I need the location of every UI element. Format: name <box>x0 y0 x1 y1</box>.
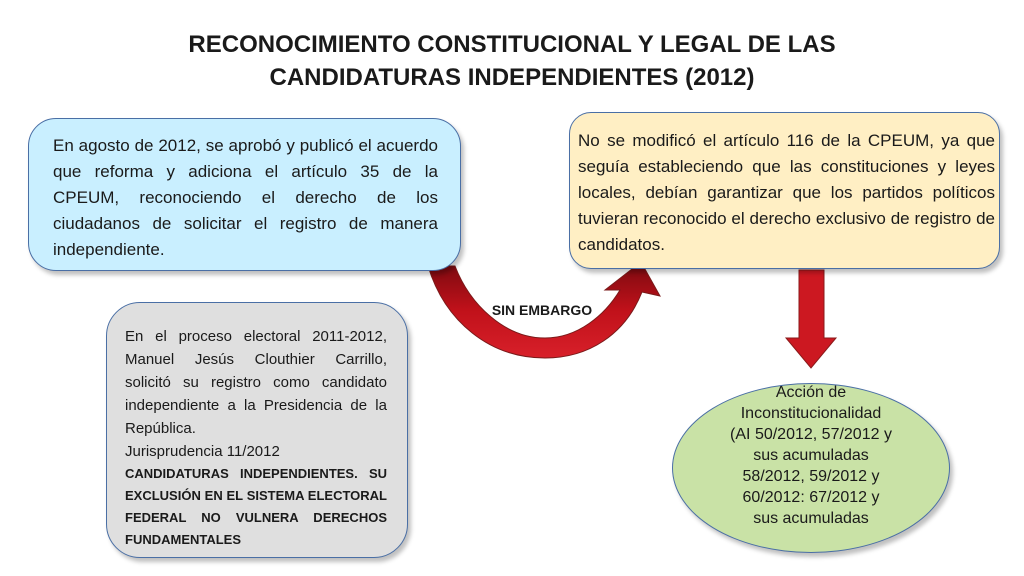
article-116-text: No se modificó el artículo 116 de la CPEUM, ya que seguía estableciendo que las constituciones y leyes locales, debían garantizar que los partidos políticos tuvieran reconocido el derecho exclusivo de registro de candidatos. <box>578 131 995 254</box>
reform-2012-box <box>28 118 461 271</box>
electoral-process-box <box>106 302 408 558</box>
article-116-box <box>569 112 1000 269</box>
jurisprudencia-label: Jurisprudencia 11/2012 <box>125 443 280 460</box>
ellipse-text <box>673 382 949 529</box>
ellipse-line: Inconstitucionalidad <box>740 405 882 422</box>
reform-2012-text: En agosto de 2012, se aprobó y publicó el acuerdo que reforma y adiciona el artículo 35 de la CPEUM, reconociendo el derecho de los ciudadanos de solicitar el registro de manera independiente. <box>53 136 438 259</box>
title-line-2: CANDIDATURAS INDEPENDIENTES (2012) <box>269 64 755 91</box>
ellipse-line: sus acumuladas <box>753 510 869 527</box>
down-arrow <box>786 270 836 368</box>
title-line-1: RECONOCIMIENTO CONSTITUCIONAL Y LEGAL DE LAS <box>188 31 836 58</box>
ellipse-line: 58/2012, 59/2012 y <box>742 468 880 485</box>
ellipse-line: (AI 50/2012, 57/2012 y <box>730 426 892 443</box>
ellipse-line: Acción de <box>775 384 847 401</box>
jurisprudencia-title: CANDIDATURAS INDEPENDIENTES. SU EXCLUSIÓN EN EL SISTEMA ELECTORAL FEDERAL NO VULNERA DERECHOS FUNDAMENTALES <box>125 466 387 547</box>
ellipse-line: 60/2012: 67/2012 y <box>742 489 880 506</box>
sin-embargo-label: SIN EMBARGO <box>491 302 593 318</box>
ellipse-line: sus acumuladas <box>753 447 869 464</box>
accion-inconstitucionalidad-ellipse <box>672 383 950 553</box>
clouthier-text: En el proceso electoral 2011-2012, Manuel Jesús Clouthier Carrillo, solicitó su registro como candidato independiente a la Presidencia de la República. <box>125 328 387 437</box>
